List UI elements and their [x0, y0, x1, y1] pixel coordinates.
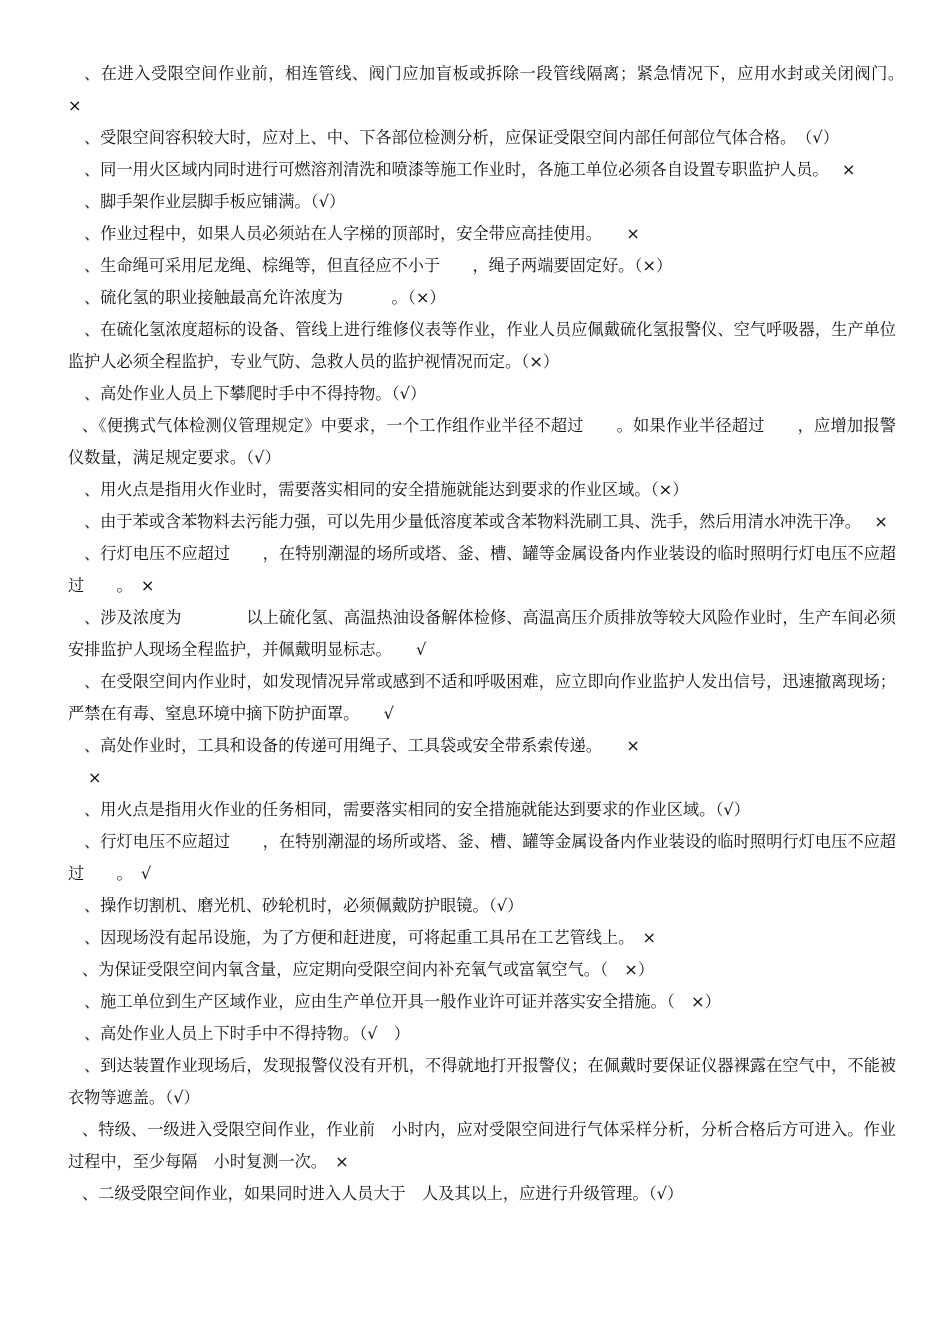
- list-item: 、行灯电压不应超过 ，在特别潮湿的场所或塔、釜、槽、罐等金属设备内作业装设的临时照明行灯电压不应超过 。 √: [68, 832, 896, 883]
- list-item: 、用火点是指用火作业时，需要落实相同的安全措施就能达到要求的作业区域。（×）: [84, 480, 689, 499]
- list-item: ×: [88, 768, 102, 787]
- list-item: 、由于苯或含苯物料去污能力强，可以先用少量低溶度苯或含苯物料洗刷工具、洗手，然后用清水冲洗干净。 ×: [84, 512, 888, 531]
- list-item: 、特级、一级进入受限空间作业，作业前 小时内，应对受限空间进行气体采样分析，分析合格后方可进入。作业过程中，至少每隔 小时复测一次。 ×: [68, 1120, 896, 1171]
- list-item: 、操作切割机、磨光机、砂轮机时，必须佩戴防护眼镜。（√）: [84, 896, 524, 915]
- list-item: 、行灯电压不应超过 ，在特别潮湿的场所或塔、釜、槽、罐等金属设备内作业装设的临时照明行灯电压不应超过 。 ×: [68, 544, 896, 595]
- list-item: 、在硫化氢浓度超标的设备、管线上进行维修仪表等作业，作业人员应佩戴硫化氢报警仪、空气呼吸器，生产单位监护人必须全程监护，专业气防、急救人员的监护视情况而定。（×）: [68, 320, 896, 371]
- list-item: 、高处作业人员上下攀爬时手中不得持物。（√）: [84, 384, 427, 403]
- list-item: 、高处作业人员上下时手中不得持物。（√ ）: [84, 1024, 410, 1043]
- list-item: 、高处作业时，工具和设备的传递可用绳子、工具袋或安全带系索传递。 ×: [84, 736, 640, 755]
- document-page: [68, 58, 918, 1210]
- list-item: 、因现场没有起吊设施，为了方便和赶进度，可将起重工具吊在工艺管线上。 ×: [84, 928, 657, 947]
- list-item: 、同一用火区域内同时进行可燃溶剂清洗和喷漆等施工作业时，各施工单位必须各自设置专职监护人员。 ×: [84, 160, 856, 179]
- list-item: 、脚手架作业层脚手板应铺满。（√）: [84, 192, 346, 211]
- list-item: 、二级受限空间作业，如果同时进入人员大于 人及其以上，应进行升级管理。（√）: [82, 1184, 684, 1203]
- list-item: 、涉及浓度为 以上硫化氢、高温热油设备解体检修、高温高压介质排放等较大风险作业时，生产车间必须安排监护人现场全程监护，并佩戴明显标志。 √: [68, 608, 896, 659]
- list-item: 、受限空间容积较大时，应对上、中、下各部位检测分析，应保证受限空间内部任何部位气体合格。 （√）: [84, 128, 839, 147]
- list-item: 、《便携式气体检测仪管理规定》中要求，一个工作组作业半径不超过 。如果作业半径超过 ，应增加报警仪数量，满足规定要求。（√）: [68, 416, 896, 467]
- list-item: 、用火点是指用火作业的任务相同，需要落实相同的安全措施就能达到要求的作业区域。（√）: [84, 800, 750, 819]
- list-item: 、生命绳可采用尼龙绳、棕绳等，但直径应不小于 ，绳子两端要固定好。（×）: [84, 256, 673, 275]
- list-item: 、硫化氢的职业接触最高允许浓度为 。（×）: [84, 288, 446, 307]
- list-item: 、到达装置作业现场后，发现报警仪没有开机，不得就地打开报警仪；在佩戴时要保证仪器裸露在空气中，不能被衣物等遮盖。（√）: [68, 1056, 896, 1107]
- list-item: 、施工单位到生产区域作业，应由生产单位开具一般作业许可证并落实安全措施。（ ×）: [84, 992, 721, 1011]
- list-item: 、在进入受限空间作业前，相连管线、阀门应加盲板或拆除一段管线隔离；紧急情况下，应用水封或关闭阀门。 ×: [68, 64, 918, 115]
- list-item: 、作业过程中，如果人员必须站在人字梯的顶部时，安全带应高挂使用。 ×: [84, 224, 640, 243]
- list-item: 、为保证受限空间内氧含量，应定期向受限空间内补充氧气或富氧空气。（ ×）: [82, 960, 655, 979]
- list-item: 、在受限空间内作业时，如发现情况异常或感到不适和呼吸困难，应立即向作业监护人发出信号，迅速撤离现场；严禁在有毒、窒息环境中摘下防护面罩。 √: [68, 672, 896, 723]
